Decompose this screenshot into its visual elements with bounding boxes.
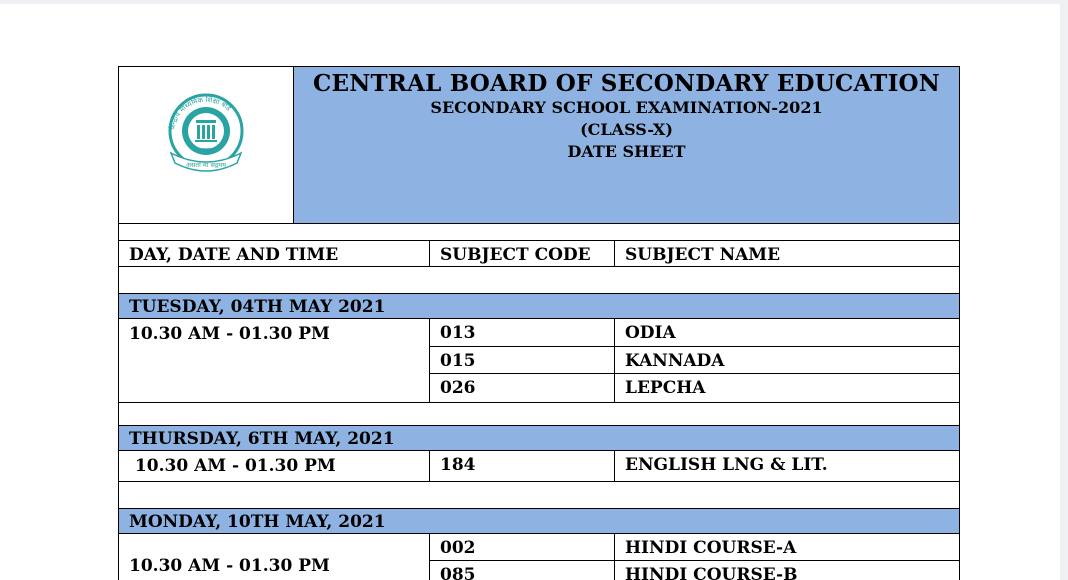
sheet-header	[119, 67, 959, 224]
day-row	[119, 509, 959, 534]
subject-row	[430, 451, 959, 481]
subject-code: 015	[430, 347, 615, 374]
day-date: THURSDAY, 6TH MAY, 2021	[129, 428, 395, 449]
exam-time: 10.30 AM - 01.30 PM	[119, 534, 430, 580]
document-title: DATE SHEET	[567, 142, 686, 161]
col-header-code: SUBJECT CODE	[430, 241, 615, 266]
subject-name: LEPCHA	[625, 378, 706, 398]
subject-row	[430, 561, 959, 580]
cbse-logo-icon	[163, 91, 249, 177]
exam-time: 10.30 AM - 01.30 PM	[119, 319, 430, 402]
day-schedule	[119, 319, 959, 403]
spacer-row	[119, 482, 959, 509]
class-label: (CLASS-X)	[580, 120, 673, 139]
svg-text:भारत: भारत	[200, 147, 212, 154]
col-header-name: SUBJECT NAME	[625, 245, 781, 265]
subject-name: ODIA	[625, 323, 676, 343]
day-row	[119, 426, 959, 451]
subject-code: 184	[430, 451, 615, 481]
column-header-row	[119, 241, 959, 267]
subject-code: 026	[430, 374, 615, 402]
subject-code: 002	[430, 534, 615, 561]
svg-text:असतो मा सद्गमय: असतो मा सद्गमय	[186, 161, 226, 169]
board-title: CENTRAL BOARD OF SECONDARY EDUCATION	[313, 70, 940, 97]
date-sheet-table	[118, 66, 960, 580]
subject-row	[430, 534, 959, 562]
subject-name: KANNADA	[625, 350, 725, 371]
header-title-block	[294, 67, 959, 223]
col-header-day: DAY, DATE AND TIME	[119, 241, 430, 266]
document-page	[0, 4, 1060, 580]
exam-title: SECONDARY SCHOOL EXAMINATION-2021	[430, 98, 823, 117]
subject-list	[430, 319, 959, 402]
subject-name: ENGLISH LNG & LIT.	[625, 454, 828, 475]
svg-text:केन्द्रीय माध्यमिक शिक्षा बोर्: केन्द्रीय माध्यमिक शिक्षा बोर्ड	[168, 95, 233, 131]
day-schedule	[119, 534, 959, 580]
subject-row	[430, 319, 959, 347]
spacer-row	[119, 267, 959, 294]
subject-row	[430, 347, 959, 375]
subject-row	[430, 374, 959, 402]
subject-list	[430, 451, 959, 481]
day-date: TUESDAY, 04TH MAY 2021	[129, 297, 386, 317]
exam-time: 10.30 AM - 01.30 PM	[119, 451, 430, 481]
subject-list	[430, 534, 959, 580]
spacer-row	[119, 224, 959, 241]
day-date: MONDAY, 10TH MAY, 2021	[129, 511, 386, 532]
subject-name: HINDI COURSE-B	[625, 565, 798, 580]
day-row	[119, 294, 959, 319]
subject-code: 085	[430, 561, 615, 580]
subject-code: 013	[430, 319, 615, 346]
subject-name: HINDI COURSE-A	[625, 537, 797, 558]
logo-cell	[119, 67, 294, 223]
spacer-row	[119, 403, 959, 426]
day-schedule	[119, 451, 959, 482]
